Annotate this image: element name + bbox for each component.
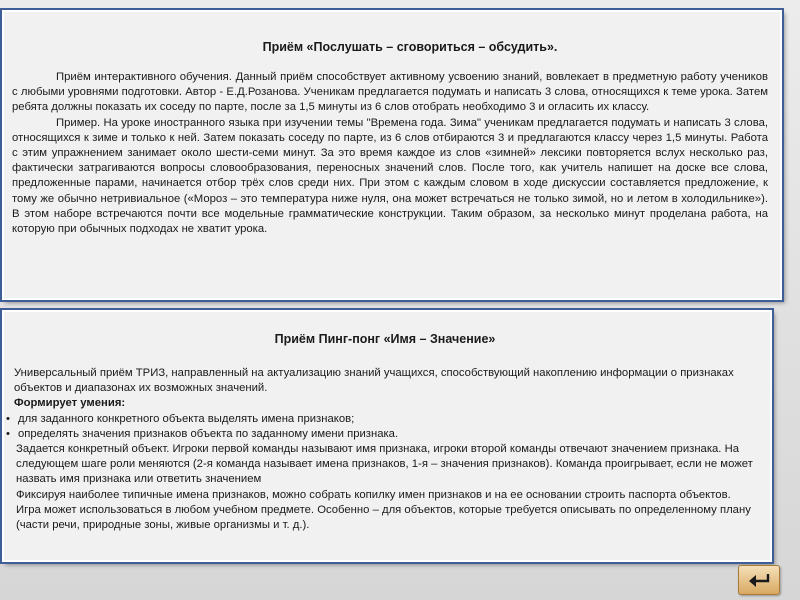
paragraph-example: Пример. На уроке иностранного языка при изучении темы "Времена года. Зима" ученикам предлагается подумать и написать 3 слова, относящихся к зиме и только к ней. Затем показать соседу по парте, из 6 слов отбираются 3 и предлагаются классу через 1,5 минуты. Работа с этим упражнением занимает около шести-семи минут. За это время каждое из слов «зимней» лексики повторяется вслух несколько раз, фактически затрагиваются вопросы словообразования, переносных значений слов. После того, как учитель напишет на доске все слова, предложенные парами, начинается отбор трёх слов среди них. При этом с каждым словом в ходе дискуссии составляется предложение, к тому же обычно нетривиальное («Мороз – это температура ниже нуля, она может встречаться не только зимой, но и летом в холодильнике»). В этом наборе встречаются почти все модельные грамматические конструкции. Таким образом, за несколько минут проделана работа, на которую при обычных подходах не хватит урока. <box>12 116 768 236</box>
section-title: Приём «Послушать – сговориться – обсудить». <box>262 40 558 54</box>
list-item: • для заданного конкретного объекта выделять имена признаков; <box>6 412 758 427</box>
paragraph-conclusion: Фиксируя наиболее типичные имена признаков, можно собрать копилку имен признаков и на ее основании строить паспорта объектов. Игра может использоваться в любом учебном предмете. Особенно – для объектов, которые требуется описывать по определенному плану (части речи, природные зоны, живые организмы и т. д.). <box>16 488 751 532</box>
text-panel-listen-agree-discuss <box>2 10 782 300</box>
paragraph-description: Приём интерактивного обучения. Данный приём способствует активному усвоению знаний, вовлекает в предметную работу учеников с любыми уровнями подготовки. Автор - Е.Д.Розанова. Ученикам предлагается подумать и написать 3 слова, относящихся к теме урока. Затем ребята должны показать их соседу по парте, после за 1,5 минуты из 6 слов отобрать необходимо 3 и огласить их классу. <box>12 71 768 114</box>
return-arrow-icon <box>746 571 772 589</box>
text-panel-ping-pong <box>2 310 772 562</box>
list-item: • определять значения признаков объекта по заданному имени признака. <box>6 427 758 442</box>
return-button[interactable] <box>738 565 780 595</box>
skills-list <box>12 412 758 442</box>
paragraph-rules: Задается конкретный объект. Игроки первой команды называют имя признака, игроки второй команды отвечают значением признака. На следующем шаге роли меняются (2-я команда называет имена признаков, 1-я – значения признаков). Команда проигрывает, если не может назвать имя признака или ответить значением <box>16 443 753 486</box>
skills-heading: Формирует умения: <box>14 397 126 410</box>
paragraph-intro: Универсальный приём ТРИЗ, направленный на актуализацию знаний учащихся, способствующий накоплению информации о признаках объектов и диапазонах их возможных значений. <box>14 367 734 395</box>
section-title: Приём Пинг-понг «Имя – Значение» <box>274 332 496 346</box>
